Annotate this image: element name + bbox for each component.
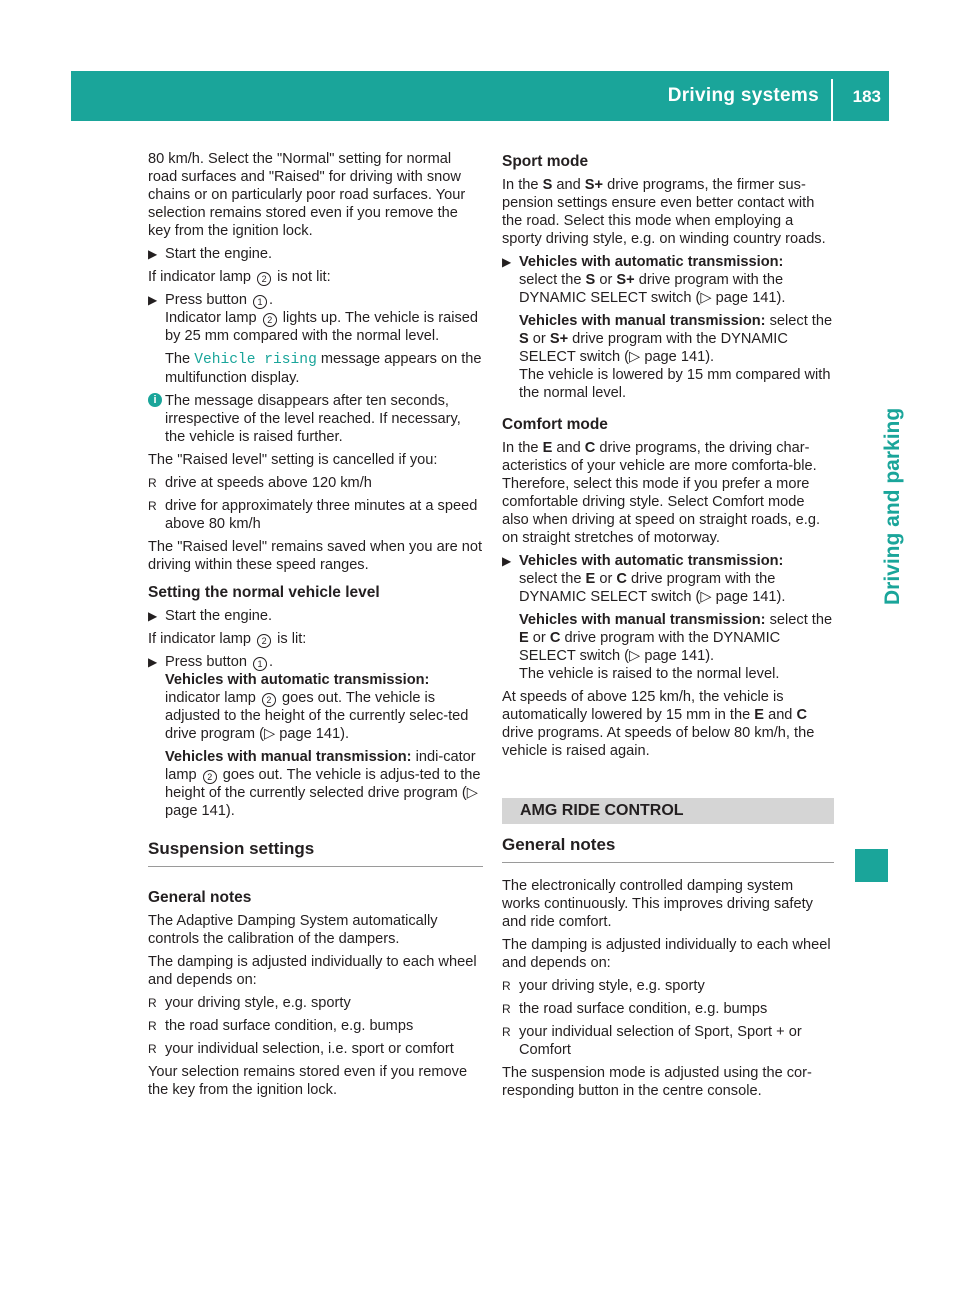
list-item: R the road surface condition, e.g. bumps [502,1001,768,1017]
section-heading: Suspension settings [148,840,483,867]
paragraph: 80 km/h. Select the "Normal" setting for normal road surfaces and "Raised" for driving with snow chains or on particularly poor road surfaces. Your selection remains stored even if you remove the key from the ignition lock. [148,151,466,239]
page-link[interactable]: page 141). [715,290,786,306]
list-item: R the road surface condition, e.g. bumps [148,1018,414,1034]
list-item: R your driving style, e.g. sporty [148,995,351,1011]
callout-2-icon: 2 [203,770,217,784]
paragraph: The damping is adjusted individually to each wheel and depends on: [502,937,831,971]
display-message: Vehicle rising [194,352,317,368]
bullet-icon: R [502,1002,511,1016]
list-item: R your driving style, e.g. sporty [502,978,705,994]
side-marker [855,849,888,882]
paragraph: The "Raised level" setting is cancelled if you: [148,452,438,468]
step-arrow-icon: ▶ [148,609,158,623]
bullet-icon: R [148,499,157,513]
bullet-icon: R [148,1019,157,1033]
paragraph: If indicator lamp 2 is not lit: [148,269,331,285]
paragraph: In the S and S+ drive programs, the firmer sus-pension settings ensure even better contact with the road. Select this mode when employing a sporty driving style, e.g. on winding country roads. [502,177,826,247]
info-icon: i [148,393,162,407]
callout-2-icon: 2 [257,634,271,648]
callout-1-icon: 1 [253,657,267,671]
page-link[interactable]: page 141). [165,803,235,819]
step: ▶ Press button 1 . Vehicles with automatic transmission: indicator lamp 2 goes out. The vehicle is adjusted to the height of the currently selec-ted drive program (▷ page 141). [148,654,469,742]
paragraph: In the E and C drive programs, the driving char-acteristics of your vehicle are more comforta-ble. Therefore, select this mode if you prefer a more comfortable driving style. Select Comfort mode also when driving at speed on straight roads, e.g. on straight stretches of motorway. [502,440,821,546]
bullet-icon: R [148,996,157,1010]
side-tab-label: Driving and parking [881,407,904,605]
list-item: R drive at speeds above 120 km/h [148,475,372,491]
subheading: Setting the normal vehicle level [148,584,380,601]
subheading: General notes [148,889,252,906]
step-arrow-icon: ▶ [148,293,158,307]
bullet-icon: R [148,1042,157,1056]
callout-1-icon: 1 [253,295,267,309]
page-link[interactable]: page 141). [715,589,786,605]
paragraph: The damping is adjusted individually to each wheel and depends on: [148,954,477,988]
callout-2-icon: 2 [262,693,276,707]
page-link[interactable]: page 141). [644,349,715,365]
subheading: Comfort mode [502,416,608,433]
page-link[interactable]: page 141). [644,648,715,664]
paragraph: The suspension mode is adjusted using the cor-responding button in the centre console. [502,1065,812,1099]
section-title: Driving systems [667,85,819,106]
step: ▶ Start the engine. [148,608,273,624]
page-ref-icon: ▷ [466,785,478,801]
info-note: i The message disappears after ten seconds, irrespective of the level reached. If necessary, the vehicle is raised further. [148,392,483,446]
subheading: Sport mode [502,153,589,170]
step: ▶ Press button 1 . Indicator lamp 2 lights up. The vehicle is raised by 25 mm compared with the normal level. [148,292,479,344]
step: ▶ Vehicles with automatic transmission: select the E or C drive program with the DYNAMIC SELECT switch (▷ page 141). [502,553,786,605]
bullet-icon: R [148,476,157,490]
list-item: R your individual selection, i.e. sport or comfort [148,1041,454,1057]
header-divider [831,79,833,121]
paragraph: Vehicles with manual transmission: indi-cator lamp 2 goes out. The vehicle is adjus-ted to the height of the currently selected drive program (▷ page 141). [165,749,481,819]
section-heading: General notes [502,836,834,863]
step-arrow-icon: ▶ [148,655,158,669]
page-ref-icon: ▷ [700,290,712,306]
step-arrow-icon: ▶ [148,247,158,261]
paragraph: The electronically controlled damping system works continuously. This improves driving safety and ride comfort. [502,878,813,930]
page-ref-icon: ▷ [263,726,276,742]
list-item: R your individual selection of Sport, Sport + or Comfort [502,1024,802,1058]
list-item: R drive for approximately three minutes at a speed above 80 km/h [148,498,478,532]
page-ref-icon: ▷ [700,589,712,605]
step: ▶ Start the engine. [148,246,273,262]
step-arrow-icon: ▶ [502,255,512,269]
page-ref-icon: ▷ [629,349,641,365]
section-band: AMG RIDE CONTROL [502,798,834,824]
page-number: 183 [852,87,881,106]
callout-2-icon: 2 [257,272,271,286]
paragraph: The Adaptive Damping System automatically controls the calibration of the dampers. [148,913,438,947]
step: ▶ Vehicles with automatic transmission: select the S or S+ drive program with the DYNAMIC SELECT switch (▷ page 141). [502,254,786,306]
bullet-icon: R [502,1025,511,1039]
paragraph: If indicator lamp 2 is lit: [148,631,307,647]
right-column [502,150,834,1105]
paragraph: Vehicles with manual transmission: select the E or C drive program with the DYNAMIC SELECT switch (▷ page 141). The vehicle is raised to the normal level. [519,612,833,682]
callout-2-icon: 2 [263,313,277,327]
page-ref-icon: ▷ [629,648,641,664]
paragraph: At speeds of above 125 km/h, the vehicle is automatically lowered by 15 mm in the E and C drive programs. At speeds of below 80 km/h, the vehicle is raised again. [502,689,815,759]
page-link[interactable]: page 141). [279,726,350,742]
paragraph: Your selection remains stored even if you remove the key from the ignition lock. [148,1064,468,1098]
left-column [148,150,483,1104]
bullet-icon: R [502,979,511,993]
side-tab [855,305,904,605]
step-arrow-icon: ▶ [502,554,512,568]
paragraph: The Vehicle rising message appears on the multifunction display. [165,351,482,386]
header-bar [71,71,889,121]
paragraph: Vehicles with manual transmission: select the S or S+ drive program with the DYNAMIC SELECT switch (▷ page 141). The vehicle is lowered by 15 mm compared with the normal level. [519,313,833,401]
paragraph: The "Raised level" remains saved when you are not driving within these speed ranges. [148,539,483,573]
